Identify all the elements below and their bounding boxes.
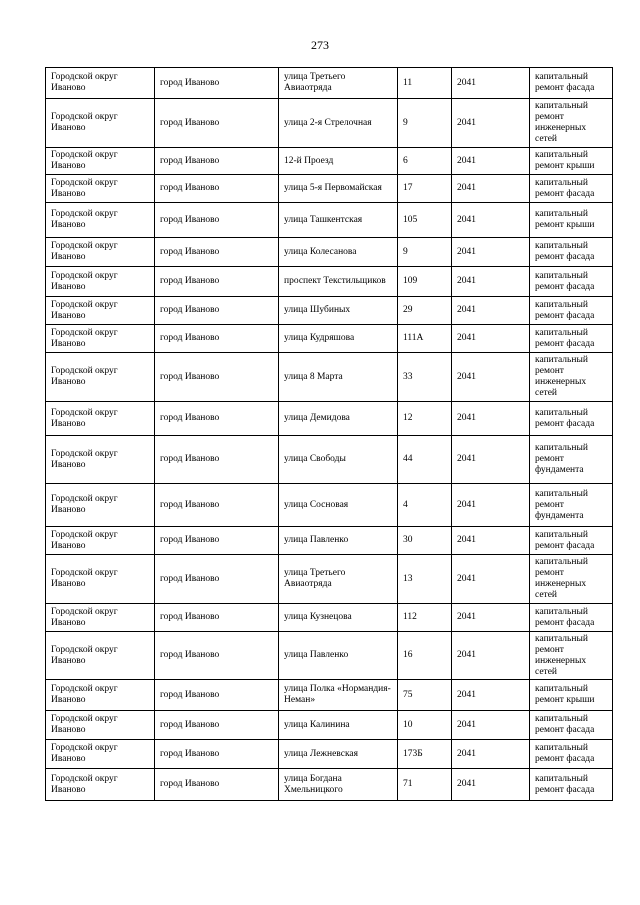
work-type-cell: капитальный ремонт фасада — [530, 402, 613, 436]
street-cell: улица Полка «Нормандия-Неман» — [279, 680, 398, 711]
city-cell: город Иваново — [155, 175, 279, 203]
region-cell: Городской округ Иваново — [46, 297, 155, 325]
city-cell: город Иваново — [155, 99, 279, 148]
table-row — [46, 148, 613, 175]
house-number-cell: 12 — [398, 402, 452, 436]
region-cell: Городской округ Иваново — [46, 238, 155, 267]
table-row — [46, 769, 613, 801]
street-cell: улица Шубиных — [279, 297, 398, 325]
page-number: 273 — [311, 38, 329, 52]
year-cell: 2041 — [452, 68, 530, 99]
house-number-cell: 16 — [398, 632, 452, 680]
street-cell: улица 8 Марта — [279, 353, 398, 402]
house-number-cell: 9 — [398, 238, 452, 267]
table-row — [46, 680, 613, 711]
table-row — [46, 740, 613, 769]
table-row — [46, 555, 613, 604]
region-cell: Городской округ Иваново — [46, 203, 155, 238]
table-row — [46, 711, 613, 740]
city-cell: город Иваново — [155, 353, 279, 402]
house-number-cell: 44 — [398, 436, 452, 484]
city-cell: город Иваново — [155, 711, 279, 740]
city-cell: город Иваново — [155, 148, 279, 175]
table-row — [46, 484, 613, 527]
region-cell: Городской округ Иваново — [46, 604, 155, 632]
street-cell: 12-й Проезд — [279, 148, 398, 175]
house-number-cell: 30 — [398, 527, 452, 555]
house-number-cell: 17 — [398, 175, 452, 203]
year-cell: 2041 — [452, 148, 530, 175]
street-cell: улица Лежневская — [279, 740, 398, 769]
street-cell: улица Колесанова — [279, 238, 398, 267]
year-cell: 2041 — [452, 203, 530, 238]
region-cell: Городской округ Иваново — [46, 740, 155, 769]
house-number-cell: 111А — [398, 325, 452, 353]
year-cell: 2041 — [452, 297, 530, 325]
work-type-cell: капитальный ремонт крыши — [530, 680, 613, 711]
city-cell: город Иваново — [155, 604, 279, 632]
year-cell: 2041 — [452, 527, 530, 555]
table-row — [46, 238, 613, 267]
year-cell: 2041 — [452, 740, 530, 769]
work-type-cell: капитальный ремонт фасада — [530, 175, 613, 203]
street-cell: улица Свободы — [279, 436, 398, 484]
year-cell: 2041 — [452, 769, 530, 801]
city-cell: город Иваново — [155, 555, 279, 604]
registry-table-body — [46, 68, 613, 801]
table-row — [46, 632, 613, 680]
house-number-cell: 11 — [398, 68, 452, 99]
city-cell: город Иваново — [155, 203, 279, 238]
table-row — [46, 99, 613, 148]
house-number-cell: 75 — [398, 680, 452, 711]
table-row — [46, 604, 613, 632]
table-row — [46, 68, 613, 99]
region-cell: Городской округ Иваново — [46, 527, 155, 555]
house-number-cell: 6 — [398, 148, 452, 175]
city-cell: город Иваново — [155, 680, 279, 711]
street-cell: улица Павленко — [279, 632, 398, 680]
street-cell: улица Демидова — [279, 402, 398, 436]
table-row — [46, 203, 613, 238]
work-type-cell: капитальный ремонт инженерных сетей — [530, 555, 613, 604]
street-cell: улица Кудряшова — [279, 325, 398, 353]
year-cell: 2041 — [452, 353, 530, 402]
city-cell: город Иваново — [155, 238, 279, 267]
street-cell: улица 2-я Стрелочная — [279, 99, 398, 148]
registry-table — [45, 67, 613, 801]
year-cell: 2041 — [452, 604, 530, 632]
table-row — [46, 175, 613, 203]
house-number-cell: 4 — [398, 484, 452, 527]
work-type-cell: капитальный ремонт фасада — [530, 325, 613, 353]
work-type-cell: капитальный ремонт фасада — [530, 711, 613, 740]
table-row — [46, 325, 613, 353]
work-type-cell: капитальный ремонт инженерных сетей — [530, 99, 613, 148]
street-cell: улица Богдана Хмельницкого — [279, 769, 398, 801]
house-number-cell: 29 — [398, 297, 452, 325]
city-cell: город Иваново — [155, 484, 279, 527]
house-number-cell: 33 — [398, 353, 452, 402]
region-cell: Городской округ Иваново — [46, 402, 155, 436]
city-cell: город Иваново — [155, 325, 279, 353]
house-number-cell: 10 — [398, 711, 452, 740]
work-type-cell: капитальный ремонт фасада — [530, 297, 613, 325]
house-number-cell: 13 — [398, 555, 452, 604]
work-type-cell: капитальный ремонт фундамента — [530, 484, 613, 527]
city-cell: город Иваново — [155, 297, 279, 325]
house-number-cell: 105 — [398, 203, 452, 238]
region-cell: Городской округ Иваново — [46, 555, 155, 604]
table-row — [46, 527, 613, 555]
year-cell: 2041 — [452, 402, 530, 436]
house-number-cell: 71 — [398, 769, 452, 801]
year-cell: 2041 — [452, 436, 530, 484]
table-row — [46, 267, 613, 297]
year-cell: 2041 — [452, 484, 530, 527]
city-cell: город Иваново — [155, 769, 279, 801]
region-cell: Городской округ Иваново — [46, 711, 155, 740]
city-cell: город Иваново — [155, 527, 279, 555]
year-cell: 2041 — [452, 711, 530, 740]
street-cell: улица 5-я Первомайская — [279, 175, 398, 203]
year-cell: 2041 — [452, 555, 530, 604]
year-cell: 2041 — [452, 267, 530, 297]
work-type-cell: капитальный ремонт фасада — [530, 267, 613, 297]
city-cell: город Иваново — [155, 402, 279, 436]
work-type-cell: капитальный ремонт крыши — [530, 148, 613, 175]
region-cell: Городской округ Иваново — [46, 148, 155, 175]
region-cell: Городской округ Иваново — [46, 680, 155, 711]
work-type-cell: капитальный ремонт крыши — [530, 203, 613, 238]
house-number-cell: 173Б — [398, 740, 452, 769]
region-cell: Городской округ Иваново — [46, 175, 155, 203]
street-cell: улица Павленко — [279, 527, 398, 555]
table-row — [46, 353, 613, 402]
street-cell: улица Третьего Авиаотряда — [279, 555, 398, 604]
city-cell: город Иваново — [155, 68, 279, 99]
work-type-cell: капитальный ремонт фасада — [530, 68, 613, 99]
year-cell: 2041 — [452, 99, 530, 148]
city-cell: город Иваново — [155, 632, 279, 680]
year-cell: 2041 — [452, 325, 530, 353]
year-cell: 2041 — [452, 680, 530, 711]
region-cell: Городской округ Иваново — [46, 99, 155, 148]
table-row — [46, 297, 613, 325]
street-cell: улица Третьего Авиаотряда — [279, 68, 398, 99]
house-number-cell: 109 — [398, 267, 452, 297]
region-cell: Городской округ Иваново — [46, 68, 155, 99]
work-type-cell: капитальный ремонт фасада — [530, 527, 613, 555]
region-cell: Городской округ Иваново — [46, 769, 155, 801]
city-cell: город Иваново — [155, 740, 279, 769]
street-cell: улица Сосновая — [279, 484, 398, 527]
work-type-cell: капитальный ремонт инженерных сетей — [530, 632, 613, 680]
region-cell: Городской округ Иваново — [46, 632, 155, 680]
street-cell: проспект Текстильщиков — [279, 267, 398, 297]
region-cell: Городской округ Иваново — [46, 353, 155, 402]
table-row — [46, 402, 613, 436]
region-cell: Городской округ Иваново — [46, 436, 155, 484]
street-cell: улица Кузнецова — [279, 604, 398, 632]
city-cell: город Иваново — [155, 267, 279, 297]
region-cell: Городской округ Иваново — [46, 325, 155, 353]
year-cell: 2041 — [452, 175, 530, 203]
house-number-cell: 9 — [398, 99, 452, 148]
street-cell: улица Калинина — [279, 711, 398, 740]
work-type-cell: капитальный ремонт фундамента — [530, 436, 613, 484]
work-type-cell: капитальный ремонт инженерных сетей — [530, 353, 613, 402]
region-cell: Городской округ Иваново — [46, 484, 155, 527]
work-type-cell: капитальный ремонт фасада — [530, 769, 613, 801]
street-cell: улица Ташкентская — [279, 203, 398, 238]
year-cell: 2041 — [452, 632, 530, 680]
work-type-cell: капитальный ремонт фасада — [530, 604, 613, 632]
table-row — [46, 436, 613, 484]
house-number-cell: 112 — [398, 604, 452, 632]
year-cell: 2041 — [452, 238, 530, 267]
work-type-cell: капитальный ремонт фасада — [530, 238, 613, 267]
work-type-cell: капитальный ремонт фасада — [530, 740, 613, 769]
city-cell: город Иваново — [155, 436, 279, 484]
region-cell: Городской округ Иваново — [46, 267, 155, 297]
